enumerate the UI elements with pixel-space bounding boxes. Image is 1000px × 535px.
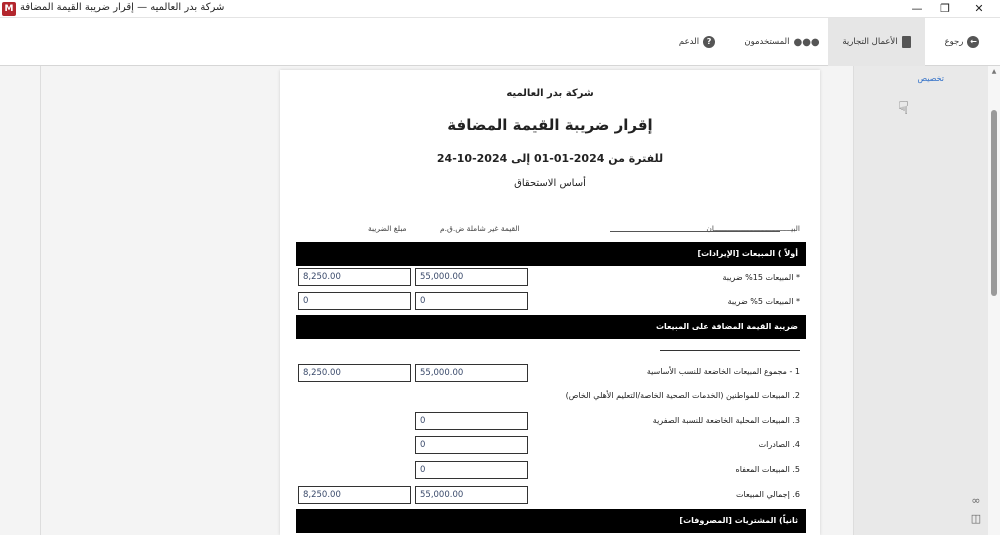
help-icon: ? — [703, 36, 715, 48]
window-title: شركة بدر العالميه — إقرار ضريبة القيمة المضافة — [20, 2, 225, 13]
line6-vat-field[interactable]: 8,250.00 — [298, 486, 411, 504]
customize-link[interactable]: تخصيص — [917, 74, 944, 83]
row-line1-label: 1 - مجموع المبيعات الخاضعة للنسب الأساسية — [646, 367, 800, 376]
report-basis: أساس الاستحقاق — [514, 178, 586, 189]
panel-toggle-icon[interactable]: ◫ — [970, 512, 982, 525]
row-sales-5-label: * المبيعات 5% ضريبة — [727, 297, 800, 306]
section-purchases: ثانياً) المشتريات [المصروفات] — [296, 509, 806, 533]
section-vat-on-sales: ضريبة القيمة المضافة على المبيعات — [296, 315, 806, 339]
hand-pointer-icon: ☟ — [898, 98, 909, 119]
bottom-tools — [966, 492, 986, 528]
sales-15-amount-field[interactable]: 55,000.00 — [415, 268, 528, 286]
arrow-left-circle-icon: ← — [967, 36, 979, 48]
tab-business[interactable] — [828, 18, 925, 66]
line5-amount-field[interactable]: 0 — [415, 461, 528, 479]
line3-amount-field[interactable]: 0 — [415, 412, 528, 430]
tab-users[interactable] — [742, 18, 822, 66]
business-label: الأعمال التجارية — [842, 37, 898, 47]
tab-support[interactable] — [672, 18, 722, 66]
row-sales-15-label: * المبيعات 15% ضريبة — [722, 273, 800, 282]
row-line4-label: 4. الصادرات — [758, 440, 800, 449]
report-period: للفترة من 2024-01-01 إلى 2024-10-24 — [436, 152, 664, 165]
support-label: الدعم — [678, 37, 700, 47]
row-line6-label: 6. إجمالي المبيعات — [736, 490, 800, 499]
scrollbar-thumb[interactable] — [991, 110, 997, 296]
line1-amount-field[interactable]: 55,000.00 — [415, 364, 528, 382]
app-icon: M — [2, 2, 16, 16]
scroll-up-icon[interactable]: ▲ — [991, 68, 997, 75]
line1-vat-field[interactable]: 8,250.00 — [298, 364, 411, 382]
description-underline — [610, 231, 780, 232]
vertical-scrollbar[interactable] — [988, 66, 1000, 535]
sales-5-vat-field[interactable]: 0 — [298, 292, 411, 310]
users-label: المستخدمون — [744, 37, 790, 47]
restore-button[interactable]: ❐ — [940, 2, 950, 15]
side-panel — [854, 66, 988, 535]
report-title: إقرار ضريبة القيمة المضافة — [447, 116, 653, 134]
col-header-description: البيـــــــــــــــــــــــــــــــــــان — [706, 224, 800, 233]
window-titlebar — [0, 0, 1000, 18]
section-divider — [660, 350, 800, 351]
line4-amount-field[interactable]: 0 — [415, 436, 528, 454]
row-line3-label: 3. المبيعات المحلية الخاضعة للنسبة الصفرية — [652, 416, 800, 425]
building-icon — [902, 36, 911, 48]
row-line2-label: 2. المبيعات للمواطنين (الخدمات الصحية الخاصة/التعليم الأهلي الخاص) — [565, 391, 800, 400]
left-margin — [0, 66, 40, 535]
sales-15-vat-field[interactable]: 8,250.00 — [298, 268, 411, 286]
users-icon: ●●● — [793, 36, 820, 48]
col-header-amount: القيمة غير شاملة ض.ق.م — [440, 224, 520, 233]
report-page — [280, 70, 820, 535]
close-button[interactable]: ✕ — [974, 2, 984, 15]
infinity-icon[interactable]: ∞ — [971, 494, 981, 507]
col-header-vat: مبلغ الضريبة — [368, 224, 407, 233]
row-line5-label: 5. المبيعات المعفاه — [735, 465, 800, 474]
minimize-button[interactable]: — — [911, 2, 923, 15]
company-name: شركة بدر العالميه — [506, 88, 594, 99]
section-revenues: أولاً ) المبيعات [الإيرادات] — [296, 242, 806, 266]
line6-amount-field[interactable]: 55,000.00 — [415, 486, 528, 504]
top-toolbar — [0, 18, 1000, 66]
back-button[interactable] — [932, 18, 992, 66]
back-label: رجوع — [944, 37, 964, 47]
sales-5-amount-field[interactable]: 0 — [415, 292, 528, 310]
